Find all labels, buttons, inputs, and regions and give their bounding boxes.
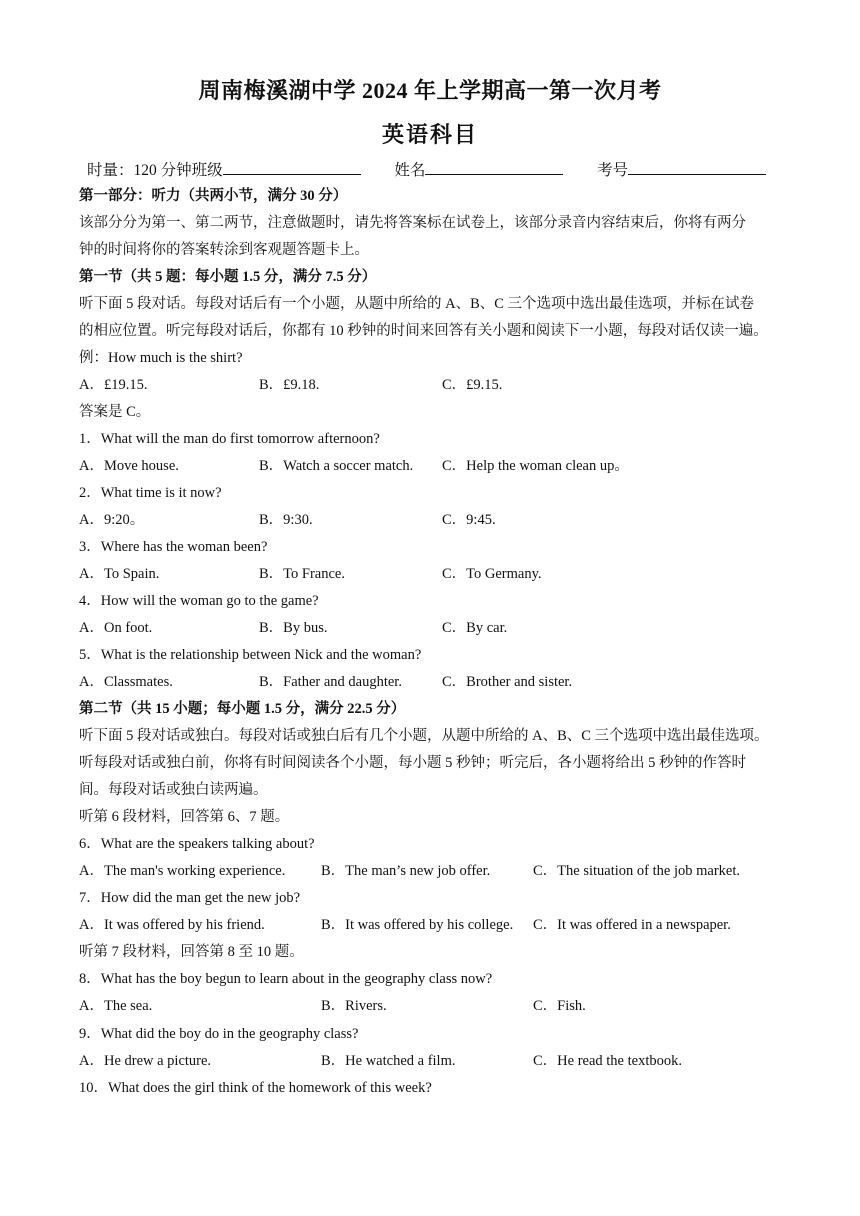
option-c: C．Fish. bbox=[533, 998, 586, 1014]
section1-heading: 第一节（共 5 题：每小题 1.5 分，满分 7.5 分） bbox=[79, 269, 377, 285]
material-7-note: 听第 7 段材料，回答第 8 至 10 题。 bbox=[79, 944, 304, 960]
question-9-options bbox=[79, 1051, 785, 1071]
option-b: B．£9.18. bbox=[259, 377, 320, 393]
option-c: C．By car. bbox=[442, 620, 508, 636]
example-options bbox=[79, 375, 785, 395]
question-9: 9．What did the boy do in the geography class? bbox=[79, 1026, 359, 1042]
option-c: C．It was offered in a newspaper. bbox=[533, 917, 731, 933]
section2-heading: 第二节（共 15 小题；每小题 1.5 分，满分 22.5 分） bbox=[79, 701, 406, 717]
section2-instruction-line: 听每段对话或独白前，你将有时间阅读各个小题，每小题 5 秒钟；听完后，各小题将给出 5 秒钟的作答时 bbox=[79, 755, 746, 771]
part1-intro-line: 钟的时间将你的答案转涂到客观题答题卡上。 bbox=[79, 242, 369, 258]
question-6-options bbox=[79, 861, 785, 881]
part1-heading: 第一部分：听力（共两小节，满分 30 分） bbox=[79, 188, 348, 204]
question-1: 1．What will the man do first tomorrow afternoon? bbox=[79, 431, 380, 447]
example-question: 例：How much is the shirt? bbox=[79, 350, 243, 366]
exam-no-blank[interactable] bbox=[628, 160, 766, 175]
option-a: A．It was offered by his friend. bbox=[79, 917, 265, 933]
question-4: 4．How will the woman go to the game? bbox=[79, 593, 319, 609]
name-label: 姓名 bbox=[394, 162, 426, 179]
question-7-options bbox=[79, 915, 785, 935]
question-4-options bbox=[79, 618, 785, 638]
option-c: C．£9.15. bbox=[442, 377, 503, 393]
question-8: 8．What has the boy begun to learn about in the geography class now? bbox=[79, 971, 493, 987]
exam-title: 周南梅溪湖中学 2024 年上学期高一第一次月考 bbox=[198, 78, 662, 103]
question-6: 6．What are the speakers talking about? bbox=[79, 836, 315, 852]
option-b: B．Father and daughter. bbox=[259, 674, 402, 690]
option-a: A．He drew a picture. bbox=[79, 1053, 212, 1069]
option-a: A．£19.15. bbox=[79, 377, 148, 393]
option-a: A．9:20。 bbox=[79, 512, 145, 528]
question-10: 10．What does the girl think of the homework of this week? bbox=[79, 1080, 432, 1096]
option-b: B．The man’s new job offer. bbox=[321, 863, 491, 879]
section1-instruction-line: 的相应位置。听完每段对话后，你都有 10 秒钟的时间来回答有关小题和阅读下一小题，每段对话仅读一遍。 bbox=[79, 323, 768, 339]
class-blank[interactable] bbox=[223, 160, 361, 175]
option-c: C．9:45. bbox=[442, 512, 496, 528]
option-b: B．It was offered by his college. bbox=[321, 917, 514, 933]
student-info-bar bbox=[87, 158, 766, 180]
part1-intro-line: 该部分分为第一、第二两节，注意做题时，请先将答案标在试卷上，该部分录音内容结束后，你将有两分 bbox=[79, 215, 746, 231]
question-7: 7．How did the man get the new job? bbox=[79, 890, 301, 906]
question-2: 2．What time is it now? bbox=[79, 485, 222, 501]
option-c: C．To Germany. bbox=[442, 566, 542, 582]
option-b: B．To France. bbox=[259, 566, 345, 582]
option-a: A．To Spain. bbox=[79, 566, 160, 582]
material-6-note: 听第 6 段材料，回答第 6、7 题。 bbox=[79, 809, 290, 825]
option-a: A．On foot. bbox=[79, 620, 153, 636]
option-a: A．The man's working experience. bbox=[79, 863, 286, 879]
question-3: 3．Where has the woman been? bbox=[79, 539, 268, 555]
option-c: C．He read the textbook. bbox=[533, 1053, 682, 1069]
option-a: A．Move house. bbox=[79, 458, 179, 474]
question-1-options bbox=[79, 456, 785, 476]
question-8-options bbox=[79, 996, 785, 1016]
question-3-options bbox=[79, 564, 785, 584]
option-a: A．The sea. bbox=[79, 998, 153, 1014]
option-b: B．By bus. bbox=[259, 620, 328, 636]
time-class-label: 时量：120 分钟班级 bbox=[87, 162, 223, 179]
option-b: B．Rivers. bbox=[321, 998, 387, 1014]
section2-instruction-line: 听下面 5 段对话或独白。每段对话或独白后有几个小题，从题中所给的 A、B、C 三个选项中选出最佳选项。 bbox=[79, 728, 769, 744]
option-a: A．Classmates. bbox=[79, 674, 173, 690]
name-blank[interactable] bbox=[425, 160, 563, 175]
question-5-options bbox=[79, 672, 785, 692]
option-b: B．Watch a soccer match. bbox=[259, 458, 414, 474]
question-5: 5．What is the relationship between Nick and the woman? bbox=[79, 647, 422, 663]
question-2-options bbox=[79, 510, 785, 530]
option-b: B．9:30. bbox=[259, 512, 313, 528]
example-answer: 答案是 C。 bbox=[79, 404, 151, 420]
exam-subject: 英语科目 bbox=[381, 122, 478, 147]
option-c: C．The situation of the job market. bbox=[533, 863, 740, 879]
option-c: C．Brother and sister. bbox=[442, 674, 573, 690]
exam-no-label: 考号 bbox=[597, 162, 629, 179]
option-b: B．He watched a film. bbox=[321, 1053, 456, 1069]
section1-instruction-line: 听下面 5 段对话。每段对话后有一个小题，从题中所给的 A、B、C 三个选项中选出最佳选项，并标在试卷 bbox=[79, 296, 755, 312]
option-c: C．Help the woman clean up。 bbox=[442, 458, 629, 474]
section2-instruction-line: 间。每段对话或独白读两遍。 bbox=[79, 782, 268, 798]
